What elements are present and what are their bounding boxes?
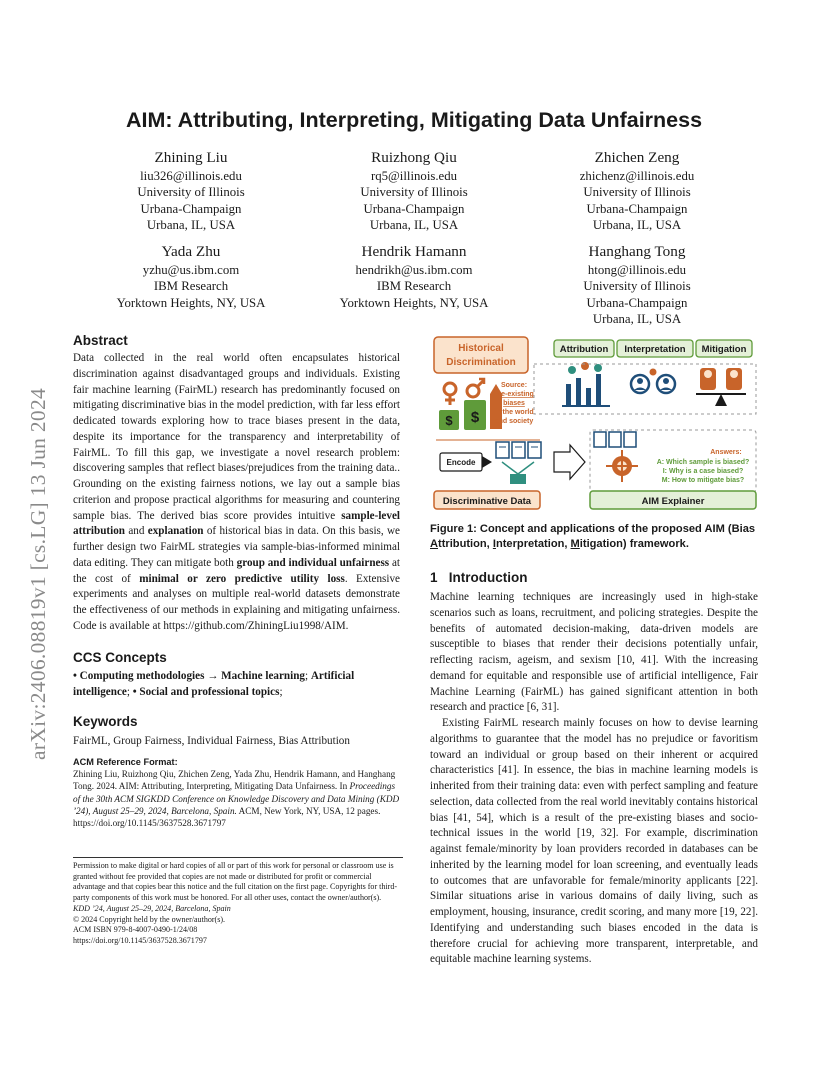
- historical-label-line1: Historical: [458, 343, 504, 354]
- source-label: Source:: [500, 382, 528, 389]
- in-world-label: in the world: [494, 409, 534, 416]
- female-symbol-icon: [444, 383, 456, 405]
- society-label: and society: [494, 418, 534, 425]
- author-affiliation: Urbana, IL, USA: [369, 217, 459, 232]
- author-affiliation: Urbana, IL, USA: [146, 217, 236, 232]
- intro-paragraph: Machine learning techniques are increasingly used in high-stake scenarios such as loans, recruitment, and policing strategies. Despite the benefits of automated decision-making, data-driven models are susceptible to biases that render their decisions potentially unfair, reflecting racism, ageism, and sexism [10, 41]. With the increasing demand for equitable and responsible use of artificial intelligence, Fair Machine Learning (FairML) has gained significant attention in both research and practice [6, 31].: [430, 591, 758, 714]
- abstract-text: . Extensive experiments and analyses on multiple real-world datasets demonstrate the effectiveness of our methods in explaining and mitigating unfairness. Code is available at https://github.com/ZhiningLiu1998/AIM.: [73, 572, 400, 632]
- abstract-bold: group and individual unfairness: [236, 556, 390, 569]
- author-name: Hendrik Hamann: [361, 243, 467, 260]
- aim-explainer-label: AIM Explainer: [641, 496, 705, 507]
- abstract-bold: minimal or zero predictive utility loss: [139, 572, 345, 585]
- discriminative-data-label: Discriminative Data: [442, 496, 532, 507]
- author-email: htong@illinois.edu: [587, 263, 687, 277]
- author-email: yzhu@us.ibm.com: [142, 263, 240, 277]
- male-symbol-icon: [467, 379, 484, 397]
- flow-arrow-icon: [554, 445, 585, 479]
- ccs-bold: • Social and professional topics: [132, 685, 280, 698]
- author-block: [76, 148, 306, 233]
- encode-label: Encode: [446, 458, 476, 467]
- reference-format: [73, 756, 403, 829]
- author-block: [299, 148, 529, 233]
- author-name: Yada Zhu: [161, 243, 221, 260]
- reference-format-heading: ACM Reference Format:: [73, 757, 178, 767]
- author-name: Zhichen Zeng: [594, 149, 680, 166]
- abstract-text: and: [125, 525, 148, 538]
- biases-label: biases: [503, 400, 525, 407]
- mitigation-label: Mitigation: [701, 344, 747, 355]
- abstract-text: of historical bias in data. On this basis, we further design two FairML strategies via sample-bias-informed minimal data editing. They can mitigate both: [73, 525, 400, 569]
- figure-1: [430, 334, 760, 512]
- interpretation-label: Interpretation: [624, 344, 686, 355]
- author-affiliation: Urbana, IL, USA: [592, 311, 682, 326]
- copyright-line: © 2024 Copyright held by the owner/author(s).: [73, 914, 226, 924]
- section-title: Introduction: [448, 570, 528, 585]
- author-email: liu326@illinois.edu: [140, 169, 242, 183]
- aim-documents-icon: [594, 432, 636, 447]
- author-affiliation: University of Illinois: [360, 185, 468, 200]
- conference-info: KDD ’24, August 25–29, 2024, Barcelona, Spain: [73, 903, 231, 913]
- abstract-bold: sample-level attribution: [73, 509, 400, 538]
- caption-text: nterpretation,: [495, 538, 571, 550]
- author-affiliation: IBM Research: [376, 279, 452, 294]
- author-name: Zhining Liu: [154, 149, 228, 166]
- author-affiliation: University of Illinois: [137, 185, 245, 200]
- author-affiliation: IBM Research: [153, 279, 229, 294]
- author-name: Ruizhong Qiu: [371, 149, 457, 166]
- author-affiliation: Yorktown Heights, NY, USA: [116, 295, 266, 310]
- isbn-line: ACM ISBN 979-8-4007-0490-1/24/08: [73, 925, 198, 935]
- author-block: [76, 242, 306, 311]
- author-email: hendrikh@us.ibm.com: [355, 263, 473, 277]
- author-affiliation: Urbana, IL, USA: [592, 217, 682, 232]
- abstract-heading: Abstract: [73, 333, 128, 348]
- intro-body: [430, 590, 758, 968]
- preexisting-label: pre-existing: [494, 391, 534, 398]
- money-bag-large-icon: [464, 400, 486, 430]
- interpretation-people-icon: [631, 369, 675, 394]
- author-affiliation: Urbana-Champaign: [140, 201, 242, 216]
- section-number: 1: [430, 570, 438, 585]
- svg-text:$: $: [470, 409, 480, 426]
- intro-paragraph: Existing FairML research mainly focuses on how to devise learning algorithms to guarantee that the model has no prejudice or favoritism toward an individual or group based on their inherent or acquired characteristics [41]. In essence, the bias in machine learning models is inherited from their training data: even with perfect sampling and feature selection, data collected from the real world inevitably contains historical bias [41, 54], which is a result of the pre-existing biases and socio-technical issues in the world [19, 32]. For example, discrimination against female/minority by loan providers recorded in databases can be inherited by the learning model for loan screening, and eventually leads to outcomes that are unfavorable for female/minority applicants [22]. Similar situations arise in various domains of daily living, such as employment, housing, insurance, credit scoring, and many more [19, 22]. Identifying and understanding such biases encoded in the data is therefore crucial for achieving more transparent, interpretable, and equitable machine learning systems.: [430, 717, 758, 966]
- author-affiliation: Urbana-Champaign: [586, 201, 688, 216]
- arxiv-identifier: arXiv:2406.08819v1 [cs.LG] 13 Jun 2024: [26, 387, 50, 760]
- reference-venue: Proceedings of the 30th ACM SIGKDD Conference on Knowledge Discovery and Data Mining (KDD ’24), August 25–29, 2024, Barcelona, Spain.: [73, 781, 400, 816]
- abstract-bold: explanation: [147, 525, 204, 538]
- author-block: [522, 242, 752, 327]
- abstract-body: [73, 351, 400, 635]
- author-email: rq5@illinois.edu: [370, 169, 458, 183]
- caption-underline: A: [430, 538, 439, 550]
- keywords-body: FairML, Group Fairness, Individual Fairness, Bias Attribution: [73, 735, 350, 747]
- ccs-bold: • Computing methodologies → Machine learning: [73, 670, 305, 682]
- ccs-text: ;: [126, 685, 133, 698]
- author-affiliation: University of Illinois: [583, 185, 691, 200]
- attribution-label: Attribution: [559, 344, 609, 355]
- caption-text: Figure 1: Concept and applications of the proposed AIM (Bias: [430, 523, 756, 535]
- author-email: zhichenz@illinois.edu: [579, 169, 695, 183]
- ccs-body: [73, 669, 400, 701]
- historical-label-line2: Discrimination: [446, 357, 516, 368]
- aim-model-icon: [606, 450, 638, 482]
- ccs-text: ;: [304, 670, 311, 682]
- question-attribution: A: Which sample is biased?: [656, 459, 750, 466]
- abstract-text: at the cost of: [73, 556, 400, 585]
- author-affiliation: Yorktown Heights, NY, USA: [339, 295, 489, 310]
- figure-caption: [430, 522, 760, 552]
- attribution-chart-icon: [562, 362, 610, 406]
- caption-text: ttribution,: [438, 538, 493, 550]
- mitigation-scale-icon: [696, 368, 746, 406]
- intro-heading: [430, 570, 528, 585]
- ccs-bold: Artificial intelligence: [73, 670, 355, 698]
- reference-text: ACM, New York, NY, USA, 12 pages. https://doi.org/10.1145/3637528.3671797: [73, 805, 381, 829]
- ccs-heading: CCS Concepts: [73, 650, 167, 665]
- question-interpretation: I: Why is a case biased?: [662, 468, 744, 475]
- keywords-heading: Keywords: [73, 714, 138, 729]
- answers-label: Answers:: [710, 449, 742, 456]
- paper-title: AIM: Attributing, Interpreting, Mitigating Data Unfairness: [125, 108, 703, 132]
- documents-icon: [496, 442, 541, 484]
- caption-text: itigation) framework.: [579, 538, 689, 550]
- reference-text: Zhining Liu, Ruizhong Qiu, Zhichen Zeng, Yada Zhu, Hendrik Hamann, and Hanghang Tong. 2024. AIM: Attributing, Interpreting, Mitigating Data Unfairness. In: [73, 769, 396, 792]
- author-block: [299, 242, 529, 311]
- permission-text: Permission to make digital or hard copies of all or part of this work for personal or classroom use is granted without fee provided that copies are not made or distributed for profit or commercial advantage and that copies bear this notice and the full citation on the first page. Copyrights for third-party components of this work must be honored. For all other uses, contact the owner/author(s).: [73, 861, 398, 903]
- encode-arrow-icon: [482, 456, 492, 468]
- doi-line: https://doi.org/10.1145/3637528.3671797: [73, 935, 207, 945]
- author-block: [522, 148, 752, 233]
- money-bag-small-icon: [439, 410, 459, 430]
- permission-notice: [73, 857, 403, 947]
- caption-underline: M: [570, 538, 580, 550]
- author-affiliation: Urbana-Champaign: [363, 201, 465, 216]
- svg-text:$: $: [445, 413, 453, 428]
- caption-underline: I: [492, 538, 496, 550]
- author-affiliation: University of Illinois: [583, 279, 691, 294]
- author-name: Hanghang Tong: [588, 243, 686, 260]
- question-mitigation: M: How to mitigate bias?: [661, 477, 745, 484]
- abstract-text: Data collected in the real world often encapsulates historical discrimination against disadvantaged groups and individuals. Existing fair machine learning (FairML) research has predominantly focused on mitigating discriminative bias in the model prediction, with far less effort dedicated towards exploring how to trace biases present in the data, despite its importance for the transparency and interpretability of FairML. To fill this gap, we investigate a novel research problem: discovering samples that reflect biases/prejudices from the training data.. Grounding on the existing fairness notions, we lay out a sample bias criterion and propose practical algorithms for measuring and countering sample bias. The derived bias score provides intuitive: [73, 352, 400, 522]
- aim-framework-diagram: [430, 334, 760, 512]
- author-affiliation: Urbana-Champaign: [586, 295, 688, 310]
- ccs-text: ;: [279, 685, 283, 698]
